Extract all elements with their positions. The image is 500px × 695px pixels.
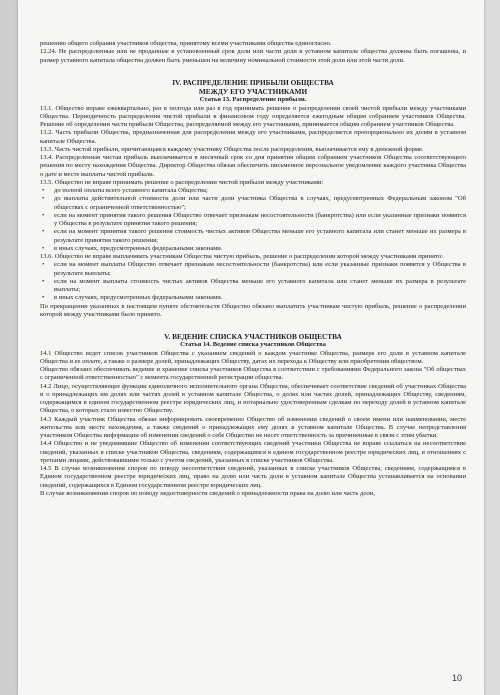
document-page bbox=[18, 0, 484, 695]
list-item: • если на момент принятия такого решения стоимость чистых активов Общества меньше его уставного капитала или станет меньше их размера в результате принятия такого решения; bbox=[40, 228, 466, 245]
list-item: • до полной оплаты всего уставного капитала Общества; bbox=[40, 187, 466, 195]
paragraph-13-5: 13.5. Общество не вправе принимать решение о распределении чистой прибыли между участниками: bbox=[40, 178, 324, 186]
list-item: • если на момент выплаты стоимость чистых активов Общества меньше его уставного капитала или станет меньше их размера в результате выплаты; bbox=[40, 278, 466, 295]
paragraph: Общество обязано обеспечивать ведение и хранение списка участников Общества в соответствии с требованиями Федерального закона "Об обществах с ограниченной ответственностью" с момента государственной регистрации общества. bbox=[40, 366, 466, 382]
paragraph-14-2: 14.2 Лицо, осуществляющее функции единоличного исполнительного органа Общества, обеспечивает соответствие сведений об участниках Общества и о принадлежащих им долях или частях долей в уставном капитале Общества, о долях или частях долей, принадлежащих Обществу, сведениям, содержащимся в едином государственном реестре юридических лиц, и нотариально удостоверенным сделкам по переходу долей в уставном капитале Общества, о которых стало известно Обществу. bbox=[40, 382, 466, 415]
restriction-list-13-5 bbox=[40, 187, 466, 253]
paragraph-14-3: 14.3 Каждый участник Общества обязан информировать своевременно Общество об изменении сведений о своем имени или наименовании, месте жительства или месте нахождения, а также сведений о принадлежащих ему долях в уставном капитале Общества. В случае непредставления участником Общества информации об изменении сведений о себе Общество не несет ответственность за причиненные в связи с этим убытки. bbox=[40, 415, 466, 440]
restriction-list-13-6 bbox=[40, 261, 466, 302]
paragraph-13-4: 13.4. Распределенная чистая прибыль выплачивается в месячный срок со дня принятия общим собранием участников Общества соответствующего решения по месту нахождения Общества. Директор Общества обязан обеспечить письменное персональное уведомление каждого участника Общества о дате и месте выплаты чистой прибыли. bbox=[40, 154, 466, 178]
paragraph-13-2: 13.2. Часть прибыли Общества, предназначенная для распределения между его участниками, распределяется пропорционально их долям в уставном капитале Общества. bbox=[40, 129, 466, 145]
section-v-title: V. ВЕДЕНИЕ СПИСКА УЧАСТНИКОВ ОБЩЕСТВА bbox=[164, 332, 342, 342]
page-shadow-edge bbox=[0, 0, 18, 695]
paragraph-13-6: 13.6. Общество не вправе выплачивать участникам Общества чистую прибыль, решение о распределении которой между участниками принято: bbox=[40, 253, 443, 261]
section-iv-subtitle: МЕЖДУ ЕГО УЧАСТНИКАМИ bbox=[198, 87, 308, 97]
list-item: • до выплаты действительной стоимости доли или части доли участника Общества в случаях, предусмотренных Федеральным законом "Об обществах с ограниченной ответственностью"; bbox=[40, 195, 466, 212]
list-item: • если на момент выплаты Общество отвечает признакам несостоятельности (банкротства) или если указанные признаки появятся у Общества в результате выплаты; bbox=[40, 261, 466, 278]
paragraph-13-3: 13.3. Часть чистой прибыли, причитающаяся каждому участнику Общества после распределения, выплачивается ему в денежной форме. bbox=[40, 145, 424, 153]
page-number: 10 bbox=[451, 673, 462, 683]
paragraph-12-24: 12.24. Не распределенные или не проданные в установленный срок доли или части доли в уставном капитале общества должны быть погашены, и размер уставного капитала общества должен быть уменьшен на величину номинальной стоимости этой доли или этой части доли. bbox=[40, 48, 466, 64]
paragraph: В случае возникновения споров по поводу недостоверности сведений о принадлежности права на долю или часть доли, bbox=[40, 489, 375, 497]
paragraph-13-1: 13.1. Общество вправе ежеквартально, раз в полгода или раз в год принимать решение о распределении своей чистой прибыли между участниками Общества. Периодичность распределения чистой прибыли в финансовом году определяется ежегодным общим собранием участников Общества. Решение об определении части прибыли Общества, распределяемой между его участниками, принимается общим собранием участников Общества. bbox=[40, 104, 466, 129]
list-item: • в иных случаях, предусмотренных федеральными законами. bbox=[40, 245, 466, 253]
paragraph-14-1: 14.1 Общество ведет список участников Общества с указанием сведений о каждом участнике Общества, размере его доли в уставном капитале Общества и ее оплате, а также о размере долей, принадлежащих Обществу, датах их перехода к Обществу или приобретения обществом. bbox=[40, 349, 466, 365]
list-item: • если на момент принятия такого решения Общество отвечает признакам несостоятельности (банкротства) или если указанные признаки появятся у Общества в результате принятия такого решения; bbox=[40, 212, 466, 229]
document-body bbox=[40, 40, 466, 498]
section-iv-title: IV. РАСПРЕДЕЛЕНИЕ ПРИБЫЛИ ОБЩЕСТВА bbox=[172, 77, 334, 87]
paragraph-closing: По прекращении указанных в настоящем пункте обстоятельств Общество обязано выплатить участникам чистую прибыль, решение о распределении которой между участниками было принято. bbox=[40, 302, 466, 318]
paragraph-14-4: 14.4 Общество и не уведомившие Общество об изменении соответствующих сведений участники Общества не вправе ссылаться на несоответствие сведений, указанных в списке участников Общества, сведениям, содержащимся в едином государственном реестре юридических лиц, в отношениях с третьими лицами, действовавшими только с учетом сведений, указанных в списке участников Общества. bbox=[40, 440, 466, 464]
paragraph-14-5: 14.5 В случае возникновения споров по поводу несоответствия сведений, указанных в списке участников Общества, сведениям, содержащимся в Едином государственном реестре юридических лиц, право на долю или часть доли в уставном капитале Общества устанавливается на основании сведений, содержащихся в Едином государственном реестре юридических лиц. bbox=[40, 465, 466, 489]
article-13-title: Статья 13. Распределение прибыли. bbox=[199, 96, 307, 104]
paragraph: решению общего собрания участников общества, принятому всеми участниками общества единогласно. bbox=[40, 40, 332, 47]
article-14-title: Статья 14. Ведение списка участников Общества bbox=[180, 341, 326, 349]
list-item: • в иных случаях, предусмотренных федеральными законами. bbox=[40, 294, 466, 302]
